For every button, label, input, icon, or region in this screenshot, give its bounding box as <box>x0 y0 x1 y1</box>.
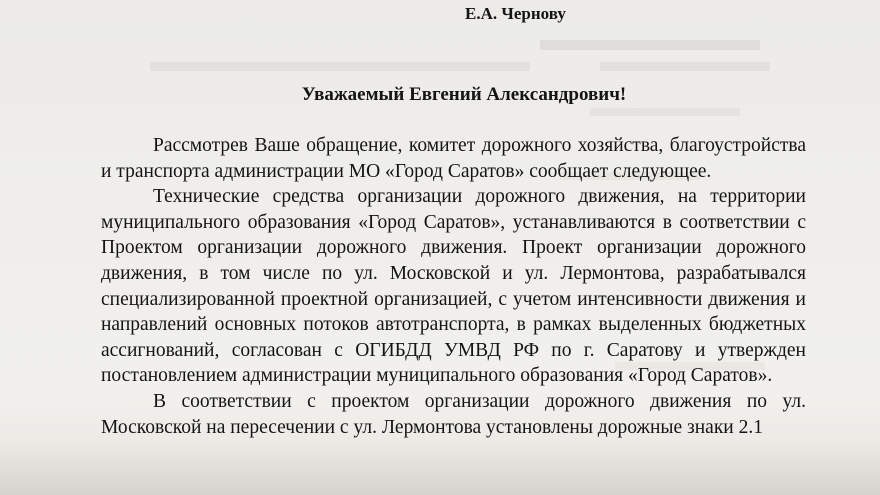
letter-body <box>101 133 806 440</box>
paragraph-2: Технические средства организации дорожного движения, на территории муниципального образования «Город Саратов», устанавливаются в соответствии с Проектом организации дорожного движения. Проект организации дорожного движения, в том числе по ул. Московской и ул. Лермонтова, разрабатывался специализированной проектной организацией, с учетом интенсивности движения и направлений основных потоков автотранспорта, в рамках выделенных бюджетных ассигнований, согласован с ОГИБДД УМВД РФ по г. Саратову и утвержден постановлением администрации муниципального образования «Город Саратов». <box>101 186 806 387</box>
salutation <box>0 84 880 106</box>
page-shadow <box>0 440 880 495</box>
recipient-text: Е.А. Чернову <box>465 4 566 23</box>
salutation-text: Уважаемый Евгений Александрович! <box>301 84 627 105</box>
paragraph-1: Рассмотрев Ваше обращение, комитет дорожного хозяйства, благоустройства и транспорта администрации МО «Город Саратов» сообщает следующее. <box>101 135 806 182</box>
paragraph-3: В соответствии с проектом организации дорожного движения по ул. Московской на пересечении с ул. Лермонтова установлены дорожные знаки 2.1 <box>101 390 806 438</box>
